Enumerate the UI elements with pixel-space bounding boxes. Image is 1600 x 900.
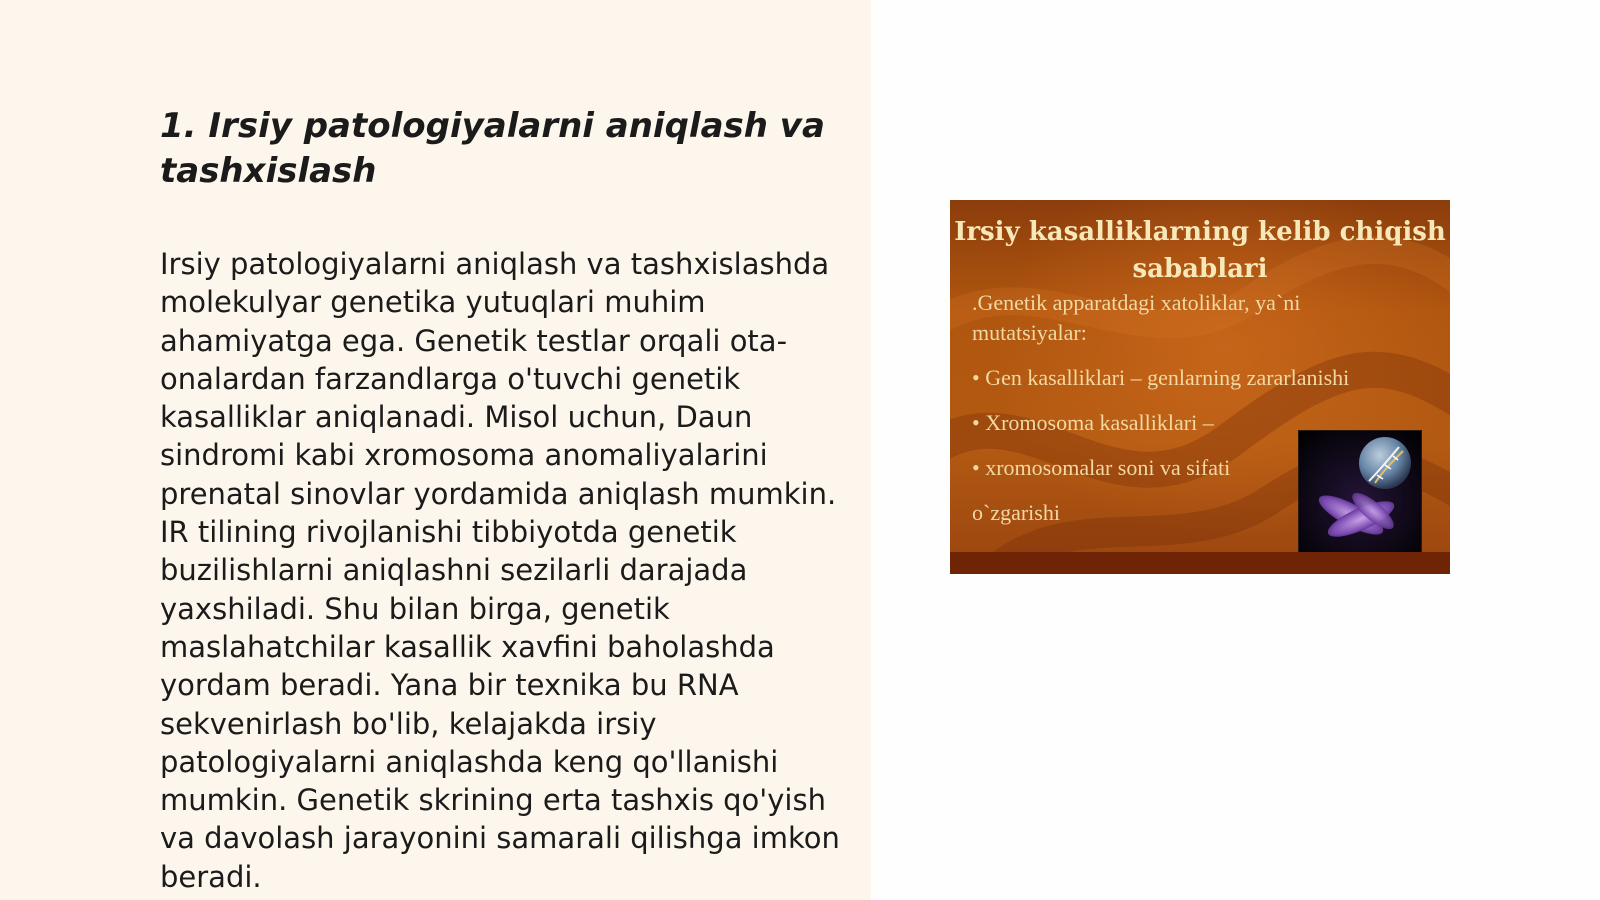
slide-body-text: Irsiy patologiyalarni aniqlash va tashxislashda molekulyar genetika yutuqlari muhim ahamiyatga ega. Genetik testlar orqali ota-onalardan farzandlarga o'tuvchi genetik kasalliklar aniqlanadi. Misol uchun, Daun sindromi kabi xromosoma anomaliyalarini prenatal sinovlar yordamida aniqlash mumkin. IR tilining rivojlanishi tibbiyotda genetik buzilishlarni aniqlashni sezilarli darajada yaxshiladi. Shu bilan birga, genetik maslahatchilar kasallik xavfini baholashda yordam beradi. Yana bir texnika bu RNA sekvenirlash bo'lib, kelajakda irsiy patologiyalarni aniqlashda keng qo'llanishi mumkin. Genetik skrining erta tashxis qo'yish va davolash jarayonini samarali qilishga imkon beradi. <box>160 247 840 894</box>
inset-bullet-1: • Gen kasalliklari – genlarning zararlanishi <box>972 365 1350 390</box>
inset-bottom-band <box>950 552 1450 574</box>
dna-chromosome-icon <box>1299 431 1421 557</box>
inset-title-line-1: Irsiy kasalliklarning kelib chiqish <box>954 217 1446 247</box>
slide-heading: 1. Irsiy patologiyalarni aniqlash va tashxislash <box>160 106 825 191</box>
inset-bullet-2: • Xromosoma kasalliklari – <box>972 410 1214 435</box>
inset-bullet-3: • xromosomalar soni va sifati <box>972 455 1231 480</box>
inset-text-line-2: mutatsiyalar: <box>972 320 1087 345</box>
dna-chromosome-photo <box>1298 430 1422 558</box>
inset-title-line-2: sabablari <box>1132 254 1268 284</box>
inset-text-line-1: .Genetik apparatdagi xatoliklar, ya`ni <box>972 290 1301 315</box>
inset-title <box>950 214 1450 288</box>
inset-slide-image <box>950 200 1450 574</box>
inset-text-line-6: o`zgarishi <box>972 500 1060 525</box>
